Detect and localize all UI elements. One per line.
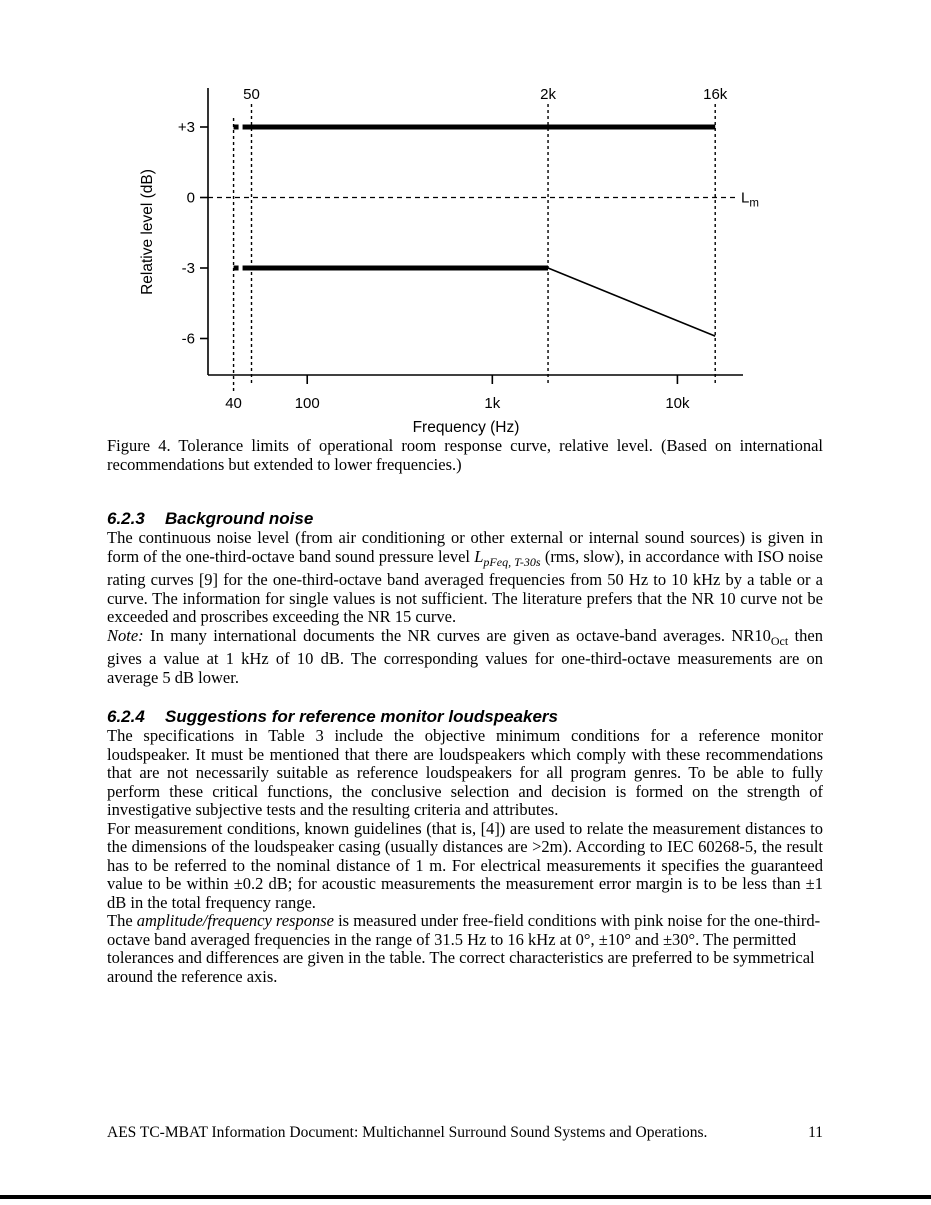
bottom-rule [0,1195,931,1199]
section-heading-6-2-3 [107,508,823,529]
svg-text:10k: 10k [665,395,690,412]
page-footer [107,1123,823,1142]
section-number: 6.2.4 [107,707,145,726]
section-heading-6-2-4 [107,706,823,727]
text-column [107,437,823,986]
figure-chart [0,0,931,445]
page-number: 11 [808,1124,823,1141]
svg-text:Frequency (Hz): Frequency (Hz) [412,419,520,436]
svg-text:-3: -3 [181,260,195,277]
svg-text:50: 50 [243,86,260,103]
section-number: 6.2.3 [107,509,145,528]
svg-text:-6: -6 [181,330,195,348]
svg-text:100: 100 [294,395,320,412]
svg-text:2k: 2k [540,86,556,103]
paragraph-note: Note: In many international documents the NR curves are given as octave-band averages. $NR10_{Oct}$ then gives a value at 1 kHz of 10 dB. The corresponding values for one-third-octave measurements are on average 5 dB lower. [107,625,823,687]
svg-text:1k: 1k [484,395,501,412]
paragraph-amplitude-frequency-response: The amplitude/frequency response is measured under free-field conditions with pink noise for the one-third-octave band averaged frequencies in the range of 31.5 Hz to 16 kHz at 0°, ±10° and ±30°. The permitted tolerances and differences are given in the table. The correct characteristics are preferred to be symmetrical around the reference axis. [107,911,821,986]
section-title: Suggestions for reference monitor loudspeakers [165,707,558,726]
svg-text:16k: 16k [703,86,728,103]
paragraph-background-noise: The continuous noise level (from air conditioning or other external or internal sound sources) is given in form of the one-third-octave band sound pressure level $L_{pFeq, T-30s}$ (rms, slow), in accordance with ISO noise rating curves [9] for the one-third-octave band averaged frequencies from 50 Hz to 10 kHz by a table or a curve. The information for single values is not sufficient. The literature prefers that the NR 10 curve not be exceeded and proscribes exceeding the NR 15 curve. [107,528,824,626]
figure-caption: Figure 4. Tolerance limits of operational room response curve, relative level. (Based on international recommendations but extended to lower frequencies.) [107,436,823,474]
section-title: Background noise [165,509,314,528]
footer-text: AES TC-MBAT Information Document: Multichannel Surround Sound Systems and Operations. [107,1124,708,1141]
svg-text:Lm: $L_m$ [741,189,759,210]
svg-text:0: 0 [186,189,195,207]
paragraph-measurement-conditions: For measurement conditions, known guidelines (that is, [4]) are used to relate the measurement distances to the dimensions of the loudspeaker casing (usually distances are >2m). According to IEC 60268-5, the result has to be referred to the nominal distance of 1 m. For electrical measurements it specifies the guaranteed value to be within ±0.2 dB; for acoustic measurements the measurement error margin is to be less than ±1 dB in the total frequency range. [107,818,823,912]
svg-text:+3: +3 [177,119,195,136]
svg-text:40: 40 [225,395,242,412]
svg-text:Relative level (dB): Relative level (dB) [139,169,156,295]
paragraph-specifications: The specifications in Table 3 include the objective minimum conditions for a reference monitor loudspeaker. It must be mentioned that there are loudspeakers which comply with these recommendations that are not necessarily suitable as reference loudspeakers for all program genres. To be able to fully perform these critical functions, the conclusive selection and decision is formed on the strength of investigative subjective tests and the resulting criteria and attributes. [107,726,823,819]
